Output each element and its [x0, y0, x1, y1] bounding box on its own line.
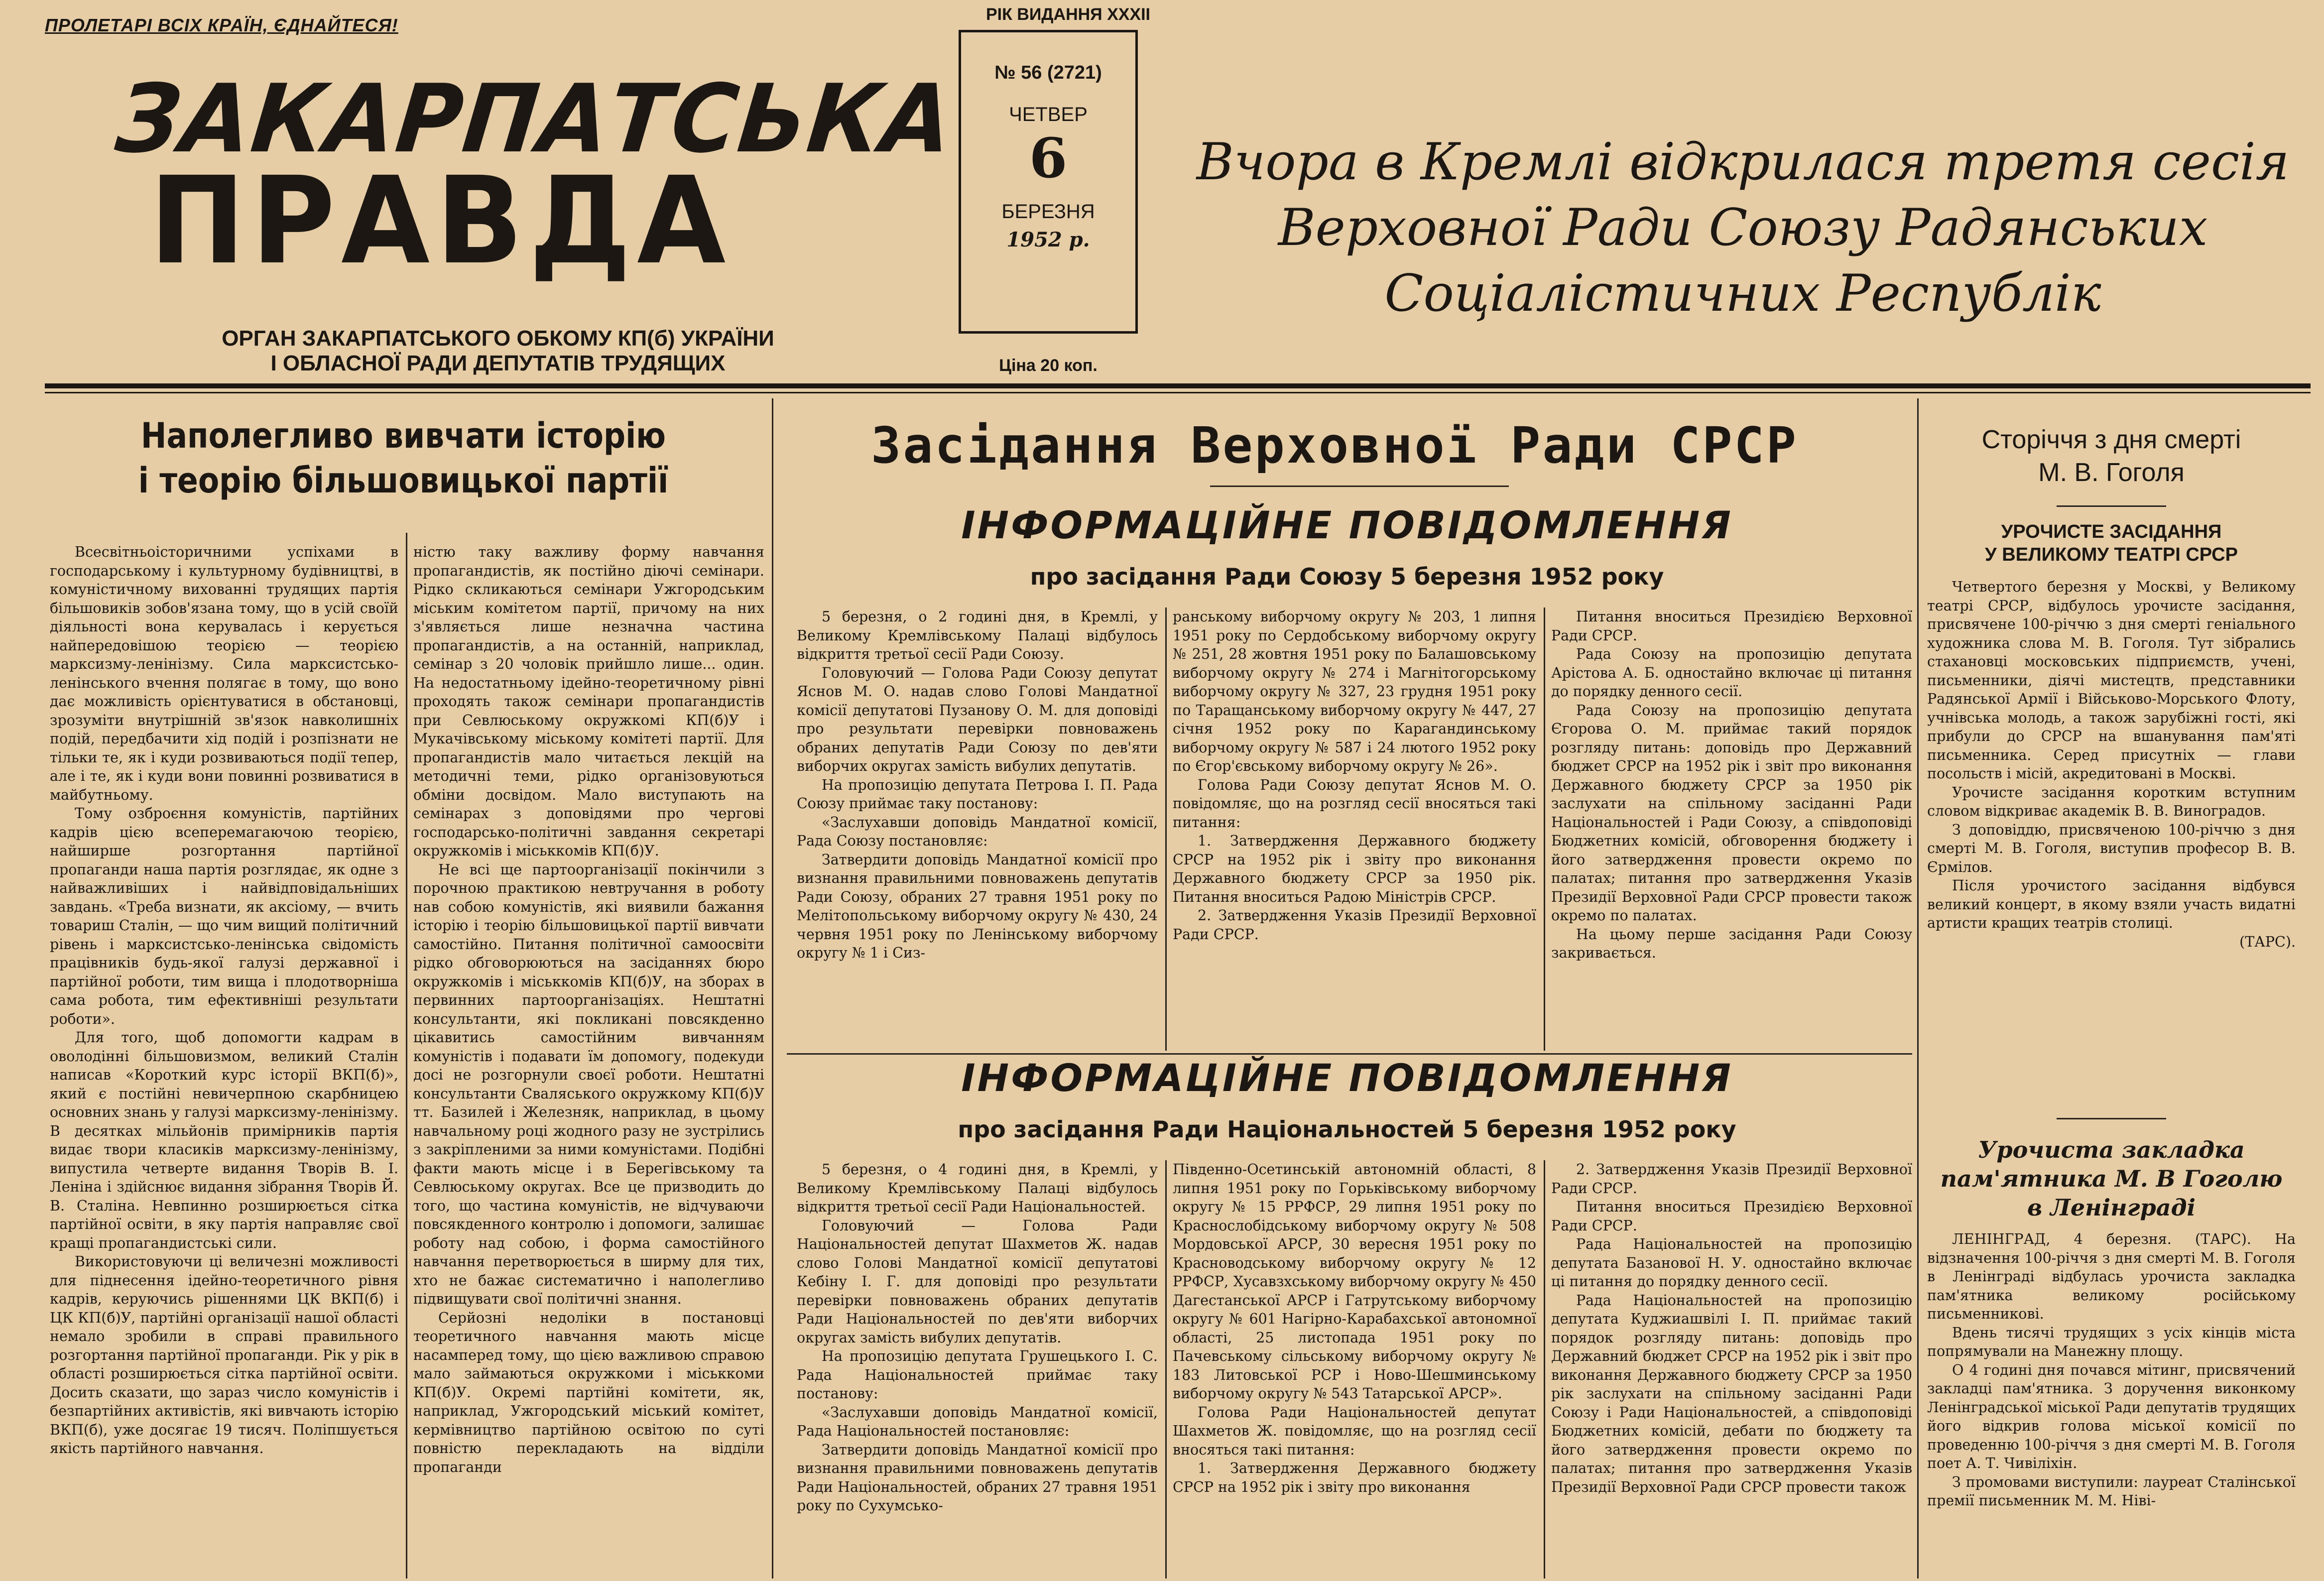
paragraph: 2. Затвердження Указів Президії Верховної Ради СРСР. — [1173, 907, 1536, 943]
masthead-rule — [45, 383, 2311, 388]
right-sub2-line3: в Ленінграді — [2027, 1194, 2196, 1221]
top-headline-line1: Вчора в Кремлі відкрилася третя сесія — [1196, 132, 2290, 192]
masthead-rule-thin — [45, 392, 2311, 393]
right-article-1-body — [1927, 578, 2296, 1105]
paragraph: Південно-Осетинській автономній області, 8 липня 1951 року по Горьківському виборчому округу № 15 РРФСР, 29 липня 1951 року по Краснослобідському виборчому округу № 508 Мордовської АРСР, 30 вересня 1951 року по Красноводському виборчому округу № 12 РРФСР, Хусавзхському виборчому округу № 450 Дагестанської АРСР і Гатрутському виборчому округу № 601 Нагірно-Карабахської автономної області, 25 листопада 1951 року по Пачевському сільському виборчому округу № 183 Литовської РСР і Ново-Шешминському виборчому округу № 543 Татарської АРСР». — [1173, 1161, 1536, 1402]
left-article-headline — [92, 413, 715, 503]
paragraph: ранському виборчому округу № 203, 1 липня 1951 року по Сердобському виборчому округу № 251, 28 жовтня 1951 року по Балашовському виборчому округу № 274 і Магнітогорському виборчому округу № 327, 23 грудня 1951 року по Таращанському виборчому округу № 447, 27 січня 1952 року по Карагандинському виборчому округу № 587 і 24 лютого 1952 року по Єгор'євському виборчому округу № 26». — [1173, 608, 1536, 774]
right-subheadline-1 — [1927, 520, 2296, 566]
info1-column-3 — [1551, 608, 1912, 1046]
newspaper-title-line2: ПРАВДА — [149, 151, 732, 291]
paragraph: На пропозицію депутата Петрова І. П. Рада Союзу приймає таку постанову: — [797, 776, 1158, 812]
headline-divider — [1210, 486, 1509, 487]
paragraph: Питання вноситься Президією Верховної Ради СРСР. — [1551, 1199, 1912, 1234]
right-headline — [1927, 423, 2296, 489]
top-headline-line2: Верховної Ради Союзу Радянських — [1278, 198, 2208, 257]
paragraph: Рада Союзу на пропозицію депутата Єгорова О. М. приймає такий порядок розгляду питань: доповідь про Державний бюджет СРСР на 1952 рік і звіт про виконання Державного бюджету СРСР за 1950 рік заслухати на спільному засіданні Ради Національностей і Ради Союзу, а співдоповіді Бюджетних комісій, обговорення бюджету і його затвердження провести окремо по палатах; питання про затвердження Указів Президії Верховної Ради СРСР провести також окремо по палатах. — [1551, 702, 1912, 924]
issue-day: 6 — [1029, 126, 1068, 190]
right-subheadline-2 — [1927, 1135, 2296, 1222]
right-sub1-line2: У ВЕЛИКОМУ ТЕАТРІ СРСР — [1985, 544, 2238, 565]
paragraph: Урочисте засідання коротким вступним словом відкриває академік В. В. Виноградов. — [1927, 784, 2296, 819]
issue-month: БЕРЕЗНЯ — [1001, 201, 1095, 223]
publisher-line — [149, 326, 847, 376]
paragraph: Не всі ще партоорганізації покінчили з порочною практикою невтручання в роботу нав собою комуністів, які виявили бажання історію і теорію більшовицької партії вивчати самостійно. Питання політичної самоосвіти рідко обговорюються на засіданнях бюро окружкомів і міськкомів КП(б)У, на зборах в первинних партоорганізаціях. Нештатні консультанти, які покликані повсякденно цікавитись самостійним вивчанням комуністів і подавати їм допомогу, подекуди досі не розгорнули своєї роботи. Нештатні консультанти Сваляського окружкому КП(б)У тт. Базилей і Железняк, наприклад, в цьому навчальному році жодного разу не зустрілись з закріпленими за ними комуністами. Подібні факти мають місце і в Берегівському та Севлюському округах. Все це призводить до того, що частина комуністів, не відчуваючи повсякденного контролю і допомоги, залишає роботу над собою, і форма самостійного навчання перетворюється в ширму для тих, хто не бажає систематично і наполегливо підвищувати свої політичні знання. — [413, 861, 764, 1307]
info2-subtitle: про засідання Ради Національностей 5 березня 1952 року — [958, 1116, 1736, 1143]
paragraph: Вдень тисячі трудящих з усіх кінців міста попрямували на Манежну площу. — [1927, 1324, 2296, 1359]
paragraph: Рада Національностей на пропозицію депутата Базанової Н. У. одностайно включає ці питання до порядку денного сесії. — [1551, 1236, 1912, 1290]
paragraph: Рада Союзу на пропозицію депутата Арістова А. Б. одностайно включає ці питання до порядку денного сесії. — [1551, 646, 1912, 700]
news-agency-credit: (ТАРС). — [2239, 933, 2296, 950]
paragraph: Питання вноситься Президією Верховної Ради СРСР. — [1551, 608, 1912, 644]
section-divider — [787, 1053, 1912, 1055]
left-article-column-1 — [50, 543, 398, 1574]
headline-divider — [2057, 505, 2166, 507]
paragraph: Серйозні недоліки в постановці теоретичного навчання мають місце насамперед тому, що цією важливою справою мало займаються окружкоми і міськкоми КП(б)У. Окремі партійні комітети, як, наприклад, Ужгородський міський комітет, кермівництво партійною освітою по суті повністю перекладають на відділи пропаганди — [413, 1309, 764, 1475]
paragraph: 1. Затвердження Державного бюджету СРСР на 1952 рік і звіту про виконання Державного бюджету СРСР за 1950 рік. Питання вноситься Радою Міністрів СРСР. — [1173, 833, 1536, 905]
left-headline-line2: і теорію більшовицької партії — [138, 460, 669, 501]
paragraph: О 4 годині дня почався мітинг, присвячений закладці пам'ятника. З доручення виконкому Ленінградської міської Ради депутатів трудящих його відкрив голова міської комісії по проведенню 100-річчя з дня смерті М. В. Гоголя поет А. Т. Чивіліхін. — [1927, 1361, 2296, 1471]
publisher-line2: І ОБЛАСНОЇ РАДИ ДЕПУТАТІВ ТРУДЯЩИХ — [270, 351, 726, 375]
paragraph: З промовами виступили: лауреат Сталінської премії письменник М. М. Ніві- — [1927, 1473, 2296, 1509]
center-headline: Засідання Верховної Ради СРСР — [871, 416, 1798, 475]
paragraph: «Заслухавши доповідь Мандатної комісії, Рада Національностей постановляє: — [797, 1404, 1158, 1439]
paragraph: Голова Ради Союзу депутат Яснов М. О. повідомляє, що на розгляд сесії вносяться такі питання: — [1173, 776, 1536, 831]
info1-column-2 — [1173, 608, 1536, 1046]
issue-number: № 56 (2721) — [994, 62, 1102, 83]
paragraph: Після урочистого засідання відбувся великий концерт, в якому взяли участь видатні артисти кращих театрів столиці. — [1927, 877, 2296, 931]
top-headline — [1195, 129, 2291, 327]
column-rule — [1165, 1160, 1167, 1579]
info2-title: ІНФОРМАЦІЙНЕ ПОВІДОМЛЕННЯ — [961, 1056, 1733, 1100]
column-rule — [1917, 398, 1919, 1579]
paragraph: Всесвітньоісторичними успіхами в господарському і культурному будівництві, в комуністичному вихованні трудящих партія більшовиків зобов'язана тому, що в усій своїй діяльності вона керувалась і керується найпередовішою теорією — теорією марксизму-ленінізму. Сила марксистсько-ленінського вчення полягає в тому, що воно дає можливість орієнтуватися в обстановці, зрозуміти внутрішній зв'язок навколишніх подій, передбачити хід подій і розпізнати не тільки те, як і куди розвиваються події тепер, але і те, як і куди вони повинні розвиватися в майбутньому. — [50, 544, 398, 803]
column-rule — [406, 533, 407, 1579]
column-rule — [1165, 608, 1167, 1051]
left-article-column-2 — [413, 543, 764, 1574]
section-divider — [2057, 1118, 2166, 1119]
paragraph: «Заслухавши доповідь Мандатної комісії, Рада Союзу постановляє: — [797, 814, 1158, 849]
paragraph: Для того, щоб допомогти кадрам в оволодінні більшовизмом, великий Сталін написав «Короткий курс історії ВКП(б)», який є постійні невичерпною скарбницею основних знань у галузі марксизму-ленінізму. В десятках мільйонів примірників партія видає твори класиків марксизму-ленінізму, випустила четверте видання Творів В. І. Леніна і здійснює видання зібрання Творів Й. В. Сталіна. Невпинно розширюється сітка партійної освіти, в яку партія направляє свої кращі пропагандистські сили. — [50, 1029, 398, 1251]
paragraph: Головуючий — Голова Ради Союзу депутат Яснов М. О. надав слово Голові Мандатної комісії депутатові Пузанову О. М. для доповіді про результати перевірки повноважень обраних депутатів Ради Союзу по дев'яти виборчих округах замість вибулих депутатів. — [797, 664, 1158, 774]
paragraph: Тому озброєння комуністів, партійних кадрів цією всеперемагаючою теорією, найширше розгортання партійної пропаганди наша партія розглядає, як одне з найважливіших і найвідповідальніших завдань. «Треба визнати, як аксіому, — вчить товариш Сталін, — що чим вищий політичний рівень і марксистсько-ленінська свідомість працівників будь-якої галузі державної і партійної роботи, тим вища і плодотворніша сама робота, тим ефективніші результати роботи». — [50, 805, 398, 1027]
issue-year: 1952 р. — [1006, 228, 1090, 251]
paragraph: На цьому перше засідання Ради Союзу закривається. — [1551, 926, 1912, 961]
paragraph: 5 березня, о 4 годині дня, в Кремлі, у Великому Кремлівському Палаці відбулось відкриття третьої сесії Ради Національностей. — [797, 1161, 1158, 1215]
info2-column-2 — [1173, 1160, 1536, 1576]
info2-column-1 — [797, 1160, 1158, 1576]
paragraph: Затвердити доповідь Мандатної комісії про визнання правильними повноважень депутатів Ради Союзу, обраних 27 травня 1951 року по Мелітопольському виборчому округу № 430, 24 червня 1951 року по Ленінському виборчому округу № 1 і Сиз- — [797, 851, 1158, 961]
paragraph: На пропозицію депутата Грушецького І. С. Рада Національностей приймає таку постанову: — [797, 1348, 1158, 1402]
issue-weekday: ЧЕТВЕР — [1009, 104, 1088, 125]
right-sub2-line2: пам'ятника М. В Гоголю — [1940, 1165, 2283, 1192]
publisher-line1: ОРГАН ЗАКАРПАТСЬКОГО ОБКОМУ КП(б) УКРАЇНИ — [222, 326, 774, 351]
left-headline-line1: Наполегливо вивчати історію — [140, 415, 666, 456]
paragraph: Голова Ради Національностей депутат Шахметов Ж. повідомляє, що на розгляд сесії вносяться такі питання: — [1173, 1404, 1536, 1458]
issue-price: Ціна 20 коп. — [999, 356, 1098, 375]
publication-year: РІК ВИДАННЯ XXXII — [985, 5, 1150, 24]
column-rule — [1544, 608, 1545, 1051]
top-headline-line3: Соціалістичних Республік — [1384, 264, 2101, 323]
info2-column-3 — [1551, 1160, 1912, 1576]
info1-title: ІНФОРМАЦІЙНЕ ПОВІДОМЛЕННЯ — [961, 503, 1733, 547]
paragraph: Головуючий — Голова Ради Національностей депутат Шахметов Ж. надав слово Голові Мандатної комісії депутатові Кебіну І. Г. для доповіді про результати перевірки повноважень обраних депутатів Ради Національностей по дев'яти виборчих округах замість вибулих депутатів. — [797, 1217, 1158, 1346]
paragraph: ністю таку важливу форму навчання пропагандистів, як постійно діючі семінари. Рідко скликаються семінари Ужгородським міським комітетом партії, причому на них з'являється лише незначна частина пропагандистів, а на останній, наприклад, семінар з 20 чоловік прийшло лише... один. На недостатньому ідейно-теоретичному рівні проходять також семінари пропагандистів при Севлюському окружкомі КП(б)У і Мукачівському міському комітеті партії. Для пропагандистів мало читається лекцій на методичні теми, рідко організовуються обміни досвідом. Мало виступають на семінарах з доповідями про чергові господарсько-політичні завдання секретарі окружкомів і міськкомів КП(б)У. — [413, 544, 764, 859]
paragraph: 1. Затвердження Державного бюджету СРСР на 1952 рік і звіту про виконання — [1173, 1460, 1536, 1495]
paragraph: З доповіддю, присвяченою 100-річчю з дня смерті М. В. Гоголя, виступив професор В. В. Єрмілов. — [1927, 821, 2296, 875]
column-rule — [1544, 1160, 1545, 1579]
paragraph: Рада Національностей на пропозицію депутата Куджиашвілі І. П. приймає такий порядок розгляду питань: доповідь про Державний бюджет СРСР на 1952 рік і звіт про виконання Державного бюджету СРСР за 1950 рік заслухати на спільному засіданні Ради Союзу і Ради Національностей, а співдоповіді Бюджетних комісій, дебати по бюджету та його затвердження провести окремо по палатах; питання про затвердження Указів Президії Верховної Ради СРСР провести також — [1551, 1292, 1912, 1495]
paragraph: 5 березня, о 2 годині дня, в Кремлі, у Великому Кремлівському Палаці відбулось відкриття третьої сесії Ради Союзу. — [797, 608, 1158, 662]
info1-column-1 — [797, 608, 1158, 1046]
right-article-2-body — [1927, 1230, 2296, 1576]
paragraph: Четвертого березня у Москві, у Великому театрі СРСР, відбулось урочисте засідання, присвячене 100-річчю з дня смерті геніального художника слова М. В. Гоголя. Тут зібрались стахановці московських підприємств, учені, письменники, діячі мистецтв, представники Радянської Армії і Військово-Морського Флоту, учнівська молодь, а також зарубіжні гості, які прибули до СРСР на вшанування пам'яті письменника. Серед присутніх — глави посольств і місій, акредитовані в Москві. — [1927, 579, 2296, 782]
issue-date-box — [959, 30, 1138, 334]
paragraph: Використовуючи ці величезні можливості для піднесення ідейно-теоретичного рівня кадрів, керуючись рішеннями ЦК ВКП(б) і ЦК КП(б)У, партійні організації нашої області немало зробили в справі правильного розгортання партійної пропаганди. Рік у рік в області розширюється сітка партійної освіти. Досить сказати, що зараз число комуністів і безпартійних активістів, які вивчають історію ВКП(б), уже досягає 19 тисяч. Поліпшується якість партійного навчання. — [50, 1253, 398, 1457]
right-headline-line2: М. В. Гоголя — [2038, 458, 2185, 487]
slogan: ПРОЛЕТАРІ ВСІХ КРАЇН, ЄДНАЙТЕСЯ! — [45, 15, 398, 35]
paragraph: 2. Затвердження Указів Президії Верховної Ради СРСР. — [1551, 1161, 1912, 1197]
right-sub1-line1: УРОЧИСТЕ ЗАСІДАННЯ — [2001, 521, 2222, 542]
right-sub2-line1: Урочиста закладка — [1978, 1136, 2245, 1163]
right-headline-line1: Сторіччя з дня смерті — [1981, 425, 2241, 454]
info1-subtitle: про засідання Ради Союзу 5 березня 1952 року — [1030, 563, 1664, 590]
paragraph: ЛЕНІНГРАД, 4 березня. (ТАРС). На відзначення 100-річчя з дня смерті М. В. Гоголя в Ленінграді відбулась урочиста закладка пам'ятника великому російському письменникові. — [1927, 1231, 2296, 1322]
newspaper-title-line1: ЗАКАРПАТСЬКА — [111, 64, 959, 174]
column-rule — [772, 398, 773, 1579]
paragraph: Затвердити доповідь Мандатної комісії про визнання правильними повноважень депутатів Ради Національностей, обраних 27 травня 1951 року по Сухумсько- — [797, 1441, 1158, 1514]
